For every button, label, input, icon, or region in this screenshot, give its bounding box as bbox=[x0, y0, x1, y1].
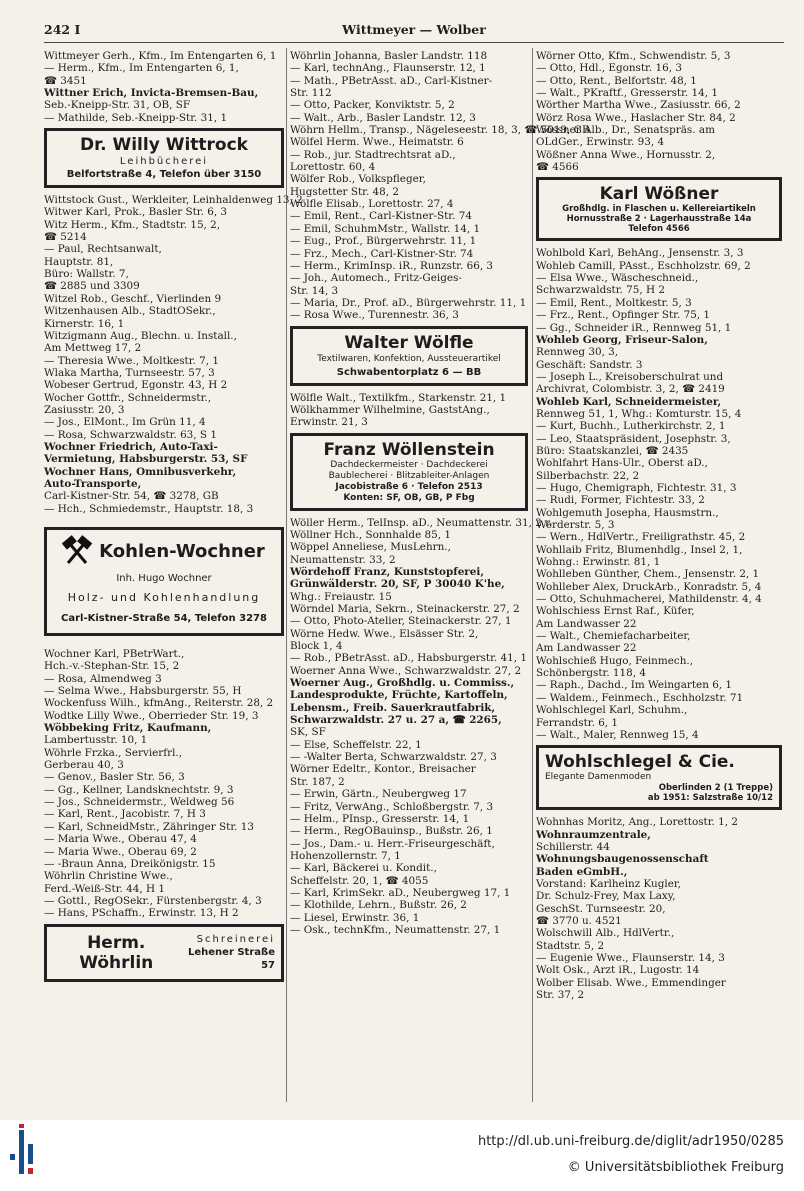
directory-entry: — Liesel, Erwinstr. 36, 1 bbox=[290, 911, 420, 924]
column-3 bbox=[536, 50, 782, 1001]
directory-entry: Witzigmann Aug., Blechn. u. Install., bbox=[44, 329, 237, 342]
directory-entry: Wohlfahrt Hans-Ulr., Oberst aD., bbox=[536, 457, 708, 470]
directory-entry: Schwarzwaldstr. 75, H 2 bbox=[536, 284, 665, 297]
directory-entry: Wockenfuss Wilh., kfmAng., Reiterstr. 28, 2 bbox=[44, 697, 274, 710]
directory-entry: Wöllner Hch., Sonnhalde 85, 1 bbox=[290, 528, 451, 541]
ad-woehrlin bbox=[44, 924, 284, 982]
directory-entry: Ferd.-Weiß-Str. 44, H 1 bbox=[44, 882, 165, 895]
directory-entry: Wocher Gottfr., Schneidermstr., bbox=[44, 391, 211, 404]
directory-entry: ☎ 4566 bbox=[536, 161, 579, 174]
directory-entry: — Klothilde, Lehrn., Bußstr. 26, 2 bbox=[290, 899, 467, 912]
directory-entry: Wörther Martha Wwe., Zasiusstr. 66, 2 bbox=[536, 99, 741, 112]
directory-entry: Grünwälderstr. 20, SF, P 30040 K'he, bbox=[290, 578, 505, 591]
directory-entry: Wochner Friedrich, Auto-Taxi- bbox=[44, 440, 218, 453]
directory-entry: — Emil, Rent., Carl-Kistner-Str. 74 bbox=[290, 210, 472, 223]
directory-entry: Werderstr. 5, 3 bbox=[536, 519, 615, 531]
directory-entry: Lambertusstr. 10, 1 bbox=[44, 734, 148, 747]
directory-entry: — Karl, Rent., Jacobistr. 7, H 3 bbox=[44, 808, 206, 821]
directory-entry: — Karl, KrimSekr. aD., Neubergweg 17, 1 bbox=[290, 886, 511, 899]
directory-entry: Auto-Transporte, bbox=[44, 477, 142, 490]
entry-list bbox=[536, 50, 782, 173]
directory-entry: — Karl, technAng., Flaunserstr. 12, 1 bbox=[290, 62, 486, 75]
directory-entry: — Osk., technKfm., Neumattenstr. 27, 1 bbox=[290, 923, 501, 936]
directory-entry: — Fritz, VerwAng., Schloßbergstr. 7, 3 bbox=[290, 800, 494, 813]
directory-entry: ☎ 5214 bbox=[44, 231, 87, 244]
ad-address: Hornusstraße 2 · Lagerhausstraße 14a bbox=[566, 214, 752, 225]
directory-entry: — Rosa Wwe., Turennestr. 36, 3 bbox=[290, 309, 459, 322]
page-number: 242 I bbox=[44, 22, 81, 37]
directory-entry: ☎ 3451 bbox=[44, 74, 87, 87]
directory-entry: Block 1, 4 bbox=[290, 640, 343, 653]
directory-entry: — Walt., Maler, Rennweg 15, 4 bbox=[536, 728, 699, 741]
directory-entry: — Selma Wwe., Habsburgerstr. 55, H bbox=[44, 685, 242, 698]
directory-entry: Schillerstr. 44 bbox=[536, 840, 610, 853]
directory-entry: Wörz Rosa Wwe., Haslacher Str. 84, 2 bbox=[536, 111, 736, 124]
directory-entry: — Jos., Dam.- u. Herr.-Friseurgeschäft, bbox=[290, 837, 495, 850]
ad-line: Dachdeckermeister · Dachdeckerei bbox=[330, 459, 488, 470]
directory-entry: — Erwin, Gärtn., Neubergweg 17 bbox=[290, 788, 467, 801]
ad-title: Herm. Wöhrlin bbox=[79, 932, 154, 973]
directory-entry: Wölfle Walt., Textilkfm., Starkenstr. 21, 1 bbox=[290, 391, 507, 404]
directory-entry: Wöhrle Frzka., Servierfrl., bbox=[44, 746, 183, 759]
directory-entry: Lebensm., Freib. Sauerkrautfabrik, bbox=[290, 701, 496, 714]
directory-entry: Wössner Alb., Dr., Senatspräs. am bbox=[536, 124, 715, 137]
directory-entry: Wohleb Karl, Schneidermeister, bbox=[536, 395, 722, 408]
ad-line: Textilwaren, Konfektion, Aussteuerartikel bbox=[317, 353, 501, 364]
ad-address: Belfortstraße 4, Telefon über 3150 bbox=[66, 169, 262, 181]
ad-address: Oberlinden 2 (1 Treppe) bbox=[658, 783, 773, 794]
directory-entry: Büro: Wallstr. 7, bbox=[44, 268, 129, 281]
entry-list bbox=[536, 247, 782, 741]
directory-entry: — Otto, Packer, Konviktstr. 5, 2 bbox=[290, 99, 455, 112]
directory-entry: — Rob., PBetrAsst. aD., Habsburgerstr. 41, 1 bbox=[290, 652, 527, 665]
directory-entry: — Maria, Dr., Prof. aD., Bürgerwehrstr. 11, 1 bbox=[290, 296, 527, 309]
directory-entry: Erwinstr. 21, 3 bbox=[290, 416, 368, 429]
entry-list bbox=[536, 816, 782, 1001]
directory-entry: — Frz., Mech., Carl-Kistner-Str. 74 bbox=[290, 247, 474, 260]
directory-entry: SK, SF bbox=[290, 726, 326, 739]
directory-entry: Wohlbold Karl, BehAng., Jensenstr. 3, 3 bbox=[536, 247, 744, 260]
directory-entry: — Elsa Wwe., Wäscheschneid., bbox=[536, 272, 699, 285]
column-divider bbox=[532, 48, 533, 1102]
ad-wittrock bbox=[44, 128, 284, 188]
directory-entry: — Hugo, Chemigraph, Fichtestr. 31, 3 bbox=[536, 481, 737, 494]
ad-title: Franz Wöllenstein bbox=[323, 439, 495, 460]
directory-entry: — Karl, Bäckerei u. Kondit., bbox=[290, 862, 437, 875]
directory-entry: Witzel Rob., Geschf., Vierlinden 9 bbox=[44, 292, 222, 305]
entry-list bbox=[44, 648, 284, 920]
directory-entry: Wohnraumzentrale, bbox=[536, 828, 651, 841]
directory-entry: Baden eGmbH., bbox=[536, 865, 628, 878]
directory-entry: Rennweg 30, 3, bbox=[536, 346, 619, 359]
copyright: © Universitätsbibliothek Freiburg bbox=[567, 1160, 784, 1175]
directory-entry: Str. 14, 3 bbox=[290, 284, 339, 297]
directory-entry: Landesprodukte, Früchte, Kartoffeln, bbox=[290, 689, 508, 702]
directory-entry: Wittstock Gust., Werkleiter, Leinhaldenweg 13, 2 bbox=[44, 194, 303, 207]
directory-entry: Whg.: Freiaustr. 15 bbox=[290, 590, 392, 603]
directory-entry: Rennweg 51, 1, Whg.: Komturstr. 15, 4 bbox=[536, 407, 742, 420]
directory-entry: — Helm., PInsp., Gresserstr. 14, 1 bbox=[290, 812, 470, 825]
directory-entry: Schönbergstr. 118, 4 bbox=[536, 667, 646, 680]
directory-entry: — Frz., Rent., Opfinger Str. 75, 1 bbox=[536, 309, 711, 322]
directory-entry: Wohlschieß Hugo, Feinmech., bbox=[536, 654, 693, 667]
directory-entry: — Maria Wwe., Oberau 47, 4 bbox=[44, 833, 197, 846]
directory-entry: — Walt., Arb., Basler Landstr. 12, 3 bbox=[290, 111, 476, 124]
directory-entry: Hch.-v.-Stephan-Str. 15, 2 bbox=[44, 660, 180, 673]
directory-entry: — Hans, PSchaffn., Erwinstr. 13, H 2 bbox=[44, 907, 239, 920]
directory-entry: — Rosa, Schwarzwaldstr. 63, S 1 bbox=[44, 428, 217, 441]
directory-entry: Zasiusstr. 20, 3 bbox=[44, 403, 125, 416]
directory-entry: Wöbbeking Fritz, Kaufmann, bbox=[44, 722, 212, 735]
directory-entry: Witz Herm., Kfm., Stadtstr. 15, 2, bbox=[44, 218, 221, 231]
ad-owner: Inh. Hugo Wochner bbox=[116, 573, 212, 584]
directory-entry: Str. 187, 2 bbox=[290, 775, 345, 788]
directory-entry: — Herm., KrimInsp. iR., Runzstr. 66, 3 bbox=[290, 259, 494, 272]
directory-entry: — Paul, Rechtsanwalt, bbox=[44, 243, 162, 256]
ad-kohlen-wochner bbox=[44, 527, 284, 636]
directory-entry: Am Landwasser 22 bbox=[536, 642, 637, 655]
ad-title: Kohlen-Wochner bbox=[99, 541, 265, 562]
directory-entry: Wörne Hedw. Wwe., Elsässer Str. 2, bbox=[290, 627, 479, 640]
directory-entry: Wöhrlin Christine Wwe., bbox=[44, 870, 173, 883]
directory-entry: Wörner Edeltr., Kontor., Breisacher bbox=[290, 763, 476, 776]
directory-entry: Neumattenstr. 33, 2 bbox=[290, 553, 396, 566]
ad-line: Elegante Damenmoden bbox=[545, 772, 652, 783]
directory-entry: — Else, Scheffelstr. 22, 1 bbox=[290, 738, 422, 751]
directory-entry: Seb.-Kneipp-Str. 31, OB, SF bbox=[44, 99, 191, 112]
directory-entry: Witwer Karl, Prok., Basler Str. 6, 3 bbox=[44, 206, 228, 219]
entry-list bbox=[290, 392, 528, 429]
directory-entry: — Rudi, Former, Fichtestr. 33, 2 bbox=[536, 494, 705, 507]
viewer-footer bbox=[0, 1120, 804, 1191]
directory-entry: Wörner Otto, Kfm., Schwendistr. 5, 3 bbox=[536, 50, 731, 62]
entry-list bbox=[290, 516, 553, 937]
directory-entry: Wittmeyer Gerh., Kfm., Im Entengarten 6, 1 bbox=[44, 50, 277, 62]
ad-address: Carl-Kistner-Straße 54, Telefon 3278 bbox=[61, 613, 267, 624]
directory-entry: Wölfer Rob., Volkspfleger, bbox=[290, 173, 426, 186]
directory-entry: — Joseph L., Kreisoberschulrat und bbox=[536, 370, 724, 383]
directory-entry: GeschSt. Turnseestr. 20, bbox=[536, 902, 666, 915]
ad-title: Wohlschlegel & Cie. bbox=[545, 752, 735, 773]
ad-line: Baublecherei · Blitzableiter-Anlagen bbox=[328, 470, 490, 481]
directory-entry: Wohnungsbaugenossenschaft bbox=[536, 853, 709, 866]
directory-entry: Str. 112 bbox=[290, 87, 332, 100]
ad-accounts: Konten: SF, OB, GB, P Fbg bbox=[343, 492, 475, 503]
directory-entry: Wochner Karl, PBetrWart., bbox=[44, 648, 185, 660]
page-title: Wittmeyer — Wolber bbox=[342, 22, 486, 37]
directory-entry: — Eug., Prof., Bürgerwehrstr. 11, 1 bbox=[290, 235, 477, 248]
directory-entry: — Math., PBetrAsst. aD., Carl-Kistner- bbox=[290, 74, 493, 87]
directory-entry: Stadtstr. 5, 2 bbox=[536, 939, 605, 952]
directory-entry: Wodtke Lilly Wwe., Oberrieder Str. 19, 3 bbox=[44, 709, 259, 722]
directory-entry: — Theresia Wwe., Moltkestr. 7, 1 bbox=[44, 354, 219, 367]
directory-entry: — Rob., jur. Stadtrechtsrat aD., bbox=[290, 148, 456, 161]
directory-entry: Am Landwasser 22 bbox=[536, 617, 637, 630]
directory-entry: — Gg., Schneider iR., Rennweg 51, 1 bbox=[536, 321, 732, 334]
directory-entry: Wolt Osk., Arzt iR., Lugostr. 14 bbox=[536, 964, 700, 977]
ub-logo-icon bbox=[10, 1124, 40, 1178]
entry-list bbox=[44, 50, 284, 124]
directory-entry: Wöller Herm., TelInsp. aD., Neumattenstr. 31, 2 r. bbox=[290, 516, 553, 529]
directory-entry: Woerner Aug., Großhdlg. u. Commiss., bbox=[290, 677, 515, 690]
directory-entry: Scheffelstr. 20, 1, ☎ 4055 bbox=[290, 874, 429, 887]
directory-entry: — Walt., PKraftf., Gresserstr. 14, 1 bbox=[536, 87, 718, 100]
directory-entry: Vermietung, Habsburgerstr. 53, SF bbox=[44, 453, 248, 466]
directory-entry: Wohlschiess Ernst Raf., Küfer, bbox=[536, 605, 695, 618]
column-divider bbox=[286, 48, 287, 1102]
ad-line: Leihbücherei bbox=[119, 156, 209, 168]
directory-entry: Wohlschlegel Karl, Schuhm., bbox=[536, 704, 688, 717]
directory-entry: Wohllaib Fritz, Blumenhdlg., Insel 2, 1, bbox=[536, 543, 743, 556]
directory-entry: Woerner Anna Wwe., Schwarzwaldstr. 27, 2 bbox=[290, 664, 522, 677]
ad-address: Lehener Straße 57 bbox=[187, 947, 275, 972]
directory-entry: — Hch., Schmiedemstr., Hauptstr. 18, 3 bbox=[44, 502, 254, 515]
directory-entry: — Otto, Schuhmacherei, Mathildenstr. 4, 4 bbox=[536, 593, 762, 606]
directory-entry: Wohlleber Alex, DruckArb., Konradstr. 5, 4 bbox=[536, 580, 762, 593]
directory-entry: Wörndel Maria, Sekrn., Steinackerstr. 27, 2 bbox=[290, 603, 520, 615]
directory-entry: Geschäft: Sandstr. 3 bbox=[536, 358, 643, 371]
directory-entry: Wölfle Elisab., Lorettostr. 27, 4 bbox=[290, 198, 454, 211]
directory-entry: — Raph., Dachd., Im Weingarten 6, 1 bbox=[536, 679, 733, 692]
directory-entry: Hugstetter Str. 48, 2 bbox=[290, 185, 399, 198]
directory-entry: — Emil, Rent., Moltkestr. 5, 3 bbox=[536, 296, 692, 309]
directory-entry: Wöhrn Hellm., Transp., Nägeleseestr. 18, 3, ☎ 5019, GB bbox=[290, 124, 590, 137]
hammers-icon bbox=[63, 538, 91, 566]
ad-line: Holz- und Kohlenhandlung bbox=[67, 591, 261, 604]
directory-entry: Kirnerstr. 16, 1 bbox=[44, 317, 125, 330]
directory-entry: — Gottl., RegOSekr., Fürstenbergstr. 4, 3 bbox=[44, 894, 262, 907]
ad-address-new: ab 1951: Salzstraße 10/12 bbox=[647, 793, 773, 804]
directory-entry: — Otto, Hdl., Egonstr. 16, 3 bbox=[536, 62, 682, 75]
directory-entry: Büro: Staatskanzlei, ☎ 2435 bbox=[536, 444, 689, 457]
directory-entry: — Emil, SchuhmMstr., Wallstr. 14, 1 bbox=[290, 222, 481, 235]
directory-entry: Archivrat, Colombistr. 3, 2, ☎ 2419 bbox=[536, 383, 725, 396]
directory-entry: Wohnhas Moritz, Ang., Lorettostr. 1, 2 bbox=[536, 816, 738, 829]
directory-entry: Am Mettweg 17, 2 bbox=[44, 342, 142, 355]
directory-entry: Wochner Hans, Omnibusverkehr, bbox=[44, 465, 237, 478]
directory-entry: Ferrandstr. 6, 1 bbox=[536, 716, 619, 729]
directory-entry: Wößner Anna Wwe., Hornusstr. 2, bbox=[536, 148, 716, 161]
page-header bbox=[44, 22, 784, 42]
directory-entry: Wöppel Anneliese, MusLehrn., bbox=[290, 541, 451, 554]
directory-entry: — Otto, Rent., Belfortstr. 48, 1 bbox=[536, 74, 697, 87]
directory-entry: Hauptstr. 81, bbox=[44, 255, 114, 268]
directory-entry: Wölkhammer Wilhelmine, GaststAng., bbox=[290, 403, 490, 416]
header-rule bbox=[44, 42, 784, 43]
ad-woellenstein bbox=[290, 433, 528, 511]
directory-entry: — Walt., Chemiefacharbeiter, bbox=[536, 630, 691, 643]
ad-title: Walter Wölfle bbox=[344, 332, 474, 353]
directory-entry: — Herm., RegOBauinsp., Bußstr. 26, 1 bbox=[290, 825, 493, 838]
directory-entry: — Leo, Staatspräsident, Josephstr. 3, bbox=[536, 432, 731, 445]
ad-wohlschlegel bbox=[536, 745, 782, 810]
directory-entry: Gerberau 40, 3 bbox=[44, 759, 124, 772]
directory-entry: — Herm., Kfm., Im Entengarten 6, 1, bbox=[44, 62, 239, 75]
ad-title: Dr. Willy Wittrock bbox=[80, 135, 248, 156]
directory-entry: Hohenzollernstr. 7, 1 bbox=[290, 849, 401, 862]
ad-woessner bbox=[536, 177, 782, 241]
directory-entry: OLdGer., Erwinstr. 93, 4 bbox=[536, 136, 665, 149]
directory-entry: Wittner Erich, Invicta-Bremsen-Bau, bbox=[44, 87, 259, 100]
directory-entry: — Maria Wwe., Oberau 69, 2 bbox=[44, 845, 197, 858]
directory-entry: Witzenhausen Alb., StadtOSekr., bbox=[44, 305, 216, 318]
directory-entry: ☎ 2885 und 3309 bbox=[44, 280, 140, 293]
directory-entry: — Kurt, Buchh., Lutherkirchstr. 2, 1 bbox=[536, 420, 726, 433]
directory-entry: — Waldem., Feinmech., Eschholzstr. 71 bbox=[536, 691, 744, 704]
directory-entry: Lorettostr. 60, 4 bbox=[290, 161, 376, 174]
directory-entry: Schwarzwaldstr. 27 u. 27 a, ☎ 2265, bbox=[290, 714, 502, 727]
directory-entry: — Mathilde, Seb.-Kneipp-Str. 31, 1 bbox=[44, 111, 228, 124]
ad-address: Schwabentorplatz 6 — BB bbox=[336, 366, 482, 378]
directory-entry: Wöhrlin Johanna, Basler Landstr. 118 bbox=[290, 50, 488, 62]
directory-entry: Wohng.: Erwinstr. 81, 1 bbox=[536, 556, 661, 569]
directory-entry: ☎ 3770 u. 4521 bbox=[536, 914, 622, 927]
directory-entry: — Eugenie Wwe., Flaunserstr. 14, 3 bbox=[536, 951, 725, 964]
directory-entry: — Genov., Basler Str. 56, 3 bbox=[44, 771, 185, 784]
directory-entry: Wobeser Gertrud, Egonstr. 43, H 2 bbox=[44, 379, 228, 392]
directory-entry: — Rosa, Almendweg 3 bbox=[44, 672, 162, 685]
directory-entry: — Otto, Photo-Atelier, Steinackerstr. 27, 1 bbox=[290, 615, 512, 628]
ad-line: Schreinerei bbox=[196, 934, 275, 946]
directory-entry: — Jos., Schneidermstr., Weldweg 56 bbox=[44, 796, 235, 809]
directory-entry: Wohlgemuth Josepha, Hausmstrn., bbox=[536, 506, 719, 519]
directory-entry: Wlaka Martha, Turnseestr. 57, 3 bbox=[44, 366, 215, 379]
directory-entry: — Gg., Kellner, Landsknechtstr. 9, 3 bbox=[44, 783, 234, 796]
source-url[interactable]: http://dl.ub.uni-freiburg.de/diglit/adr1950/0285 bbox=[477, 1134, 784, 1149]
directory-entry: — -Walter Berta, Schwarzwaldstr. 27, 3 bbox=[290, 751, 497, 764]
directory-entry: Wohlleben Günther, Chem., Jensenstr. 2, 1 bbox=[536, 568, 760, 581]
directory-entry: Carl-Kistner-Str. 54, ☎ 3278, GB bbox=[44, 490, 219, 503]
ad-title: Karl Wößner bbox=[599, 184, 719, 205]
ad-phone: Telefon 4566 bbox=[628, 224, 690, 235]
directory-entry: Silberbachstr. 22, 2 bbox=[536, 469, 640, 482]
directory-entry: Wördehoff Franz, Kunststopferei, bbox=[290, 565, 484, 578]
directory-entry: — Joh., Automech., Fritz-Geiges- bbox=[290, 272, 462, 285]
ad-line: Großhdlg. in Flaschen u. Kellereiartikeln bbox=[562, 204, 756, 215]
directory-entry: Wohleb Georg, Friseur-Salon, bbox=[536, 333, 708, 346]
directory-entry: — Jos., ElMont., Im Grün 11, 4 bbox=[44, 416, 206, 429]
ad-woelfle bbox=[290, 326, 528, 386]
ad-address: Jacobistraße 6 · Telefon 2513 bbox=[335, 481, 483, 492]
directory-entry: Str. 37, 2 bbox=[536, 989, 585, 1001]
directory-entry: — -Braun Anna, Dreikönigstr. 15 bbox=[44, 857, 216, 870]
directory-entry: Wohleb Camill, PAsst., Eschholzstr. 69, 2 bbox=[536, 259, 751, 272]
directory-entry: Dr. Schulz-Frey, Max Laxy, bbox=[536, 890, 676, 903]
directory-entry: Wölfel Herm. Wwe., Heimatstr. 6 bbox=[290, 136, 464, 149]
directory-entry: Vorstand: Karlheinz Kugler, bbox=[536, 877, 681, 890]
directory-entry: — Wern., HdlVertr., Freiligrathstr. 45, 2 bbox=[536, 531, 746, 544]
directory-entry: Wolschwill Alb., HdlVertr., bbox=[536, 927, 675, 940]
directory-entry: Wolber Elisab. Wwe., Emmendinger bbox=[536, 976, 726, 989]
column-1 bbox=[44, 50, 303, 988]
entry-list bbox=[44, 194, 303, 515]
directory-entry: — Karl, SchneidMstr., Zähringer Str. 13 bbox=[44, 820, 254, 833]
